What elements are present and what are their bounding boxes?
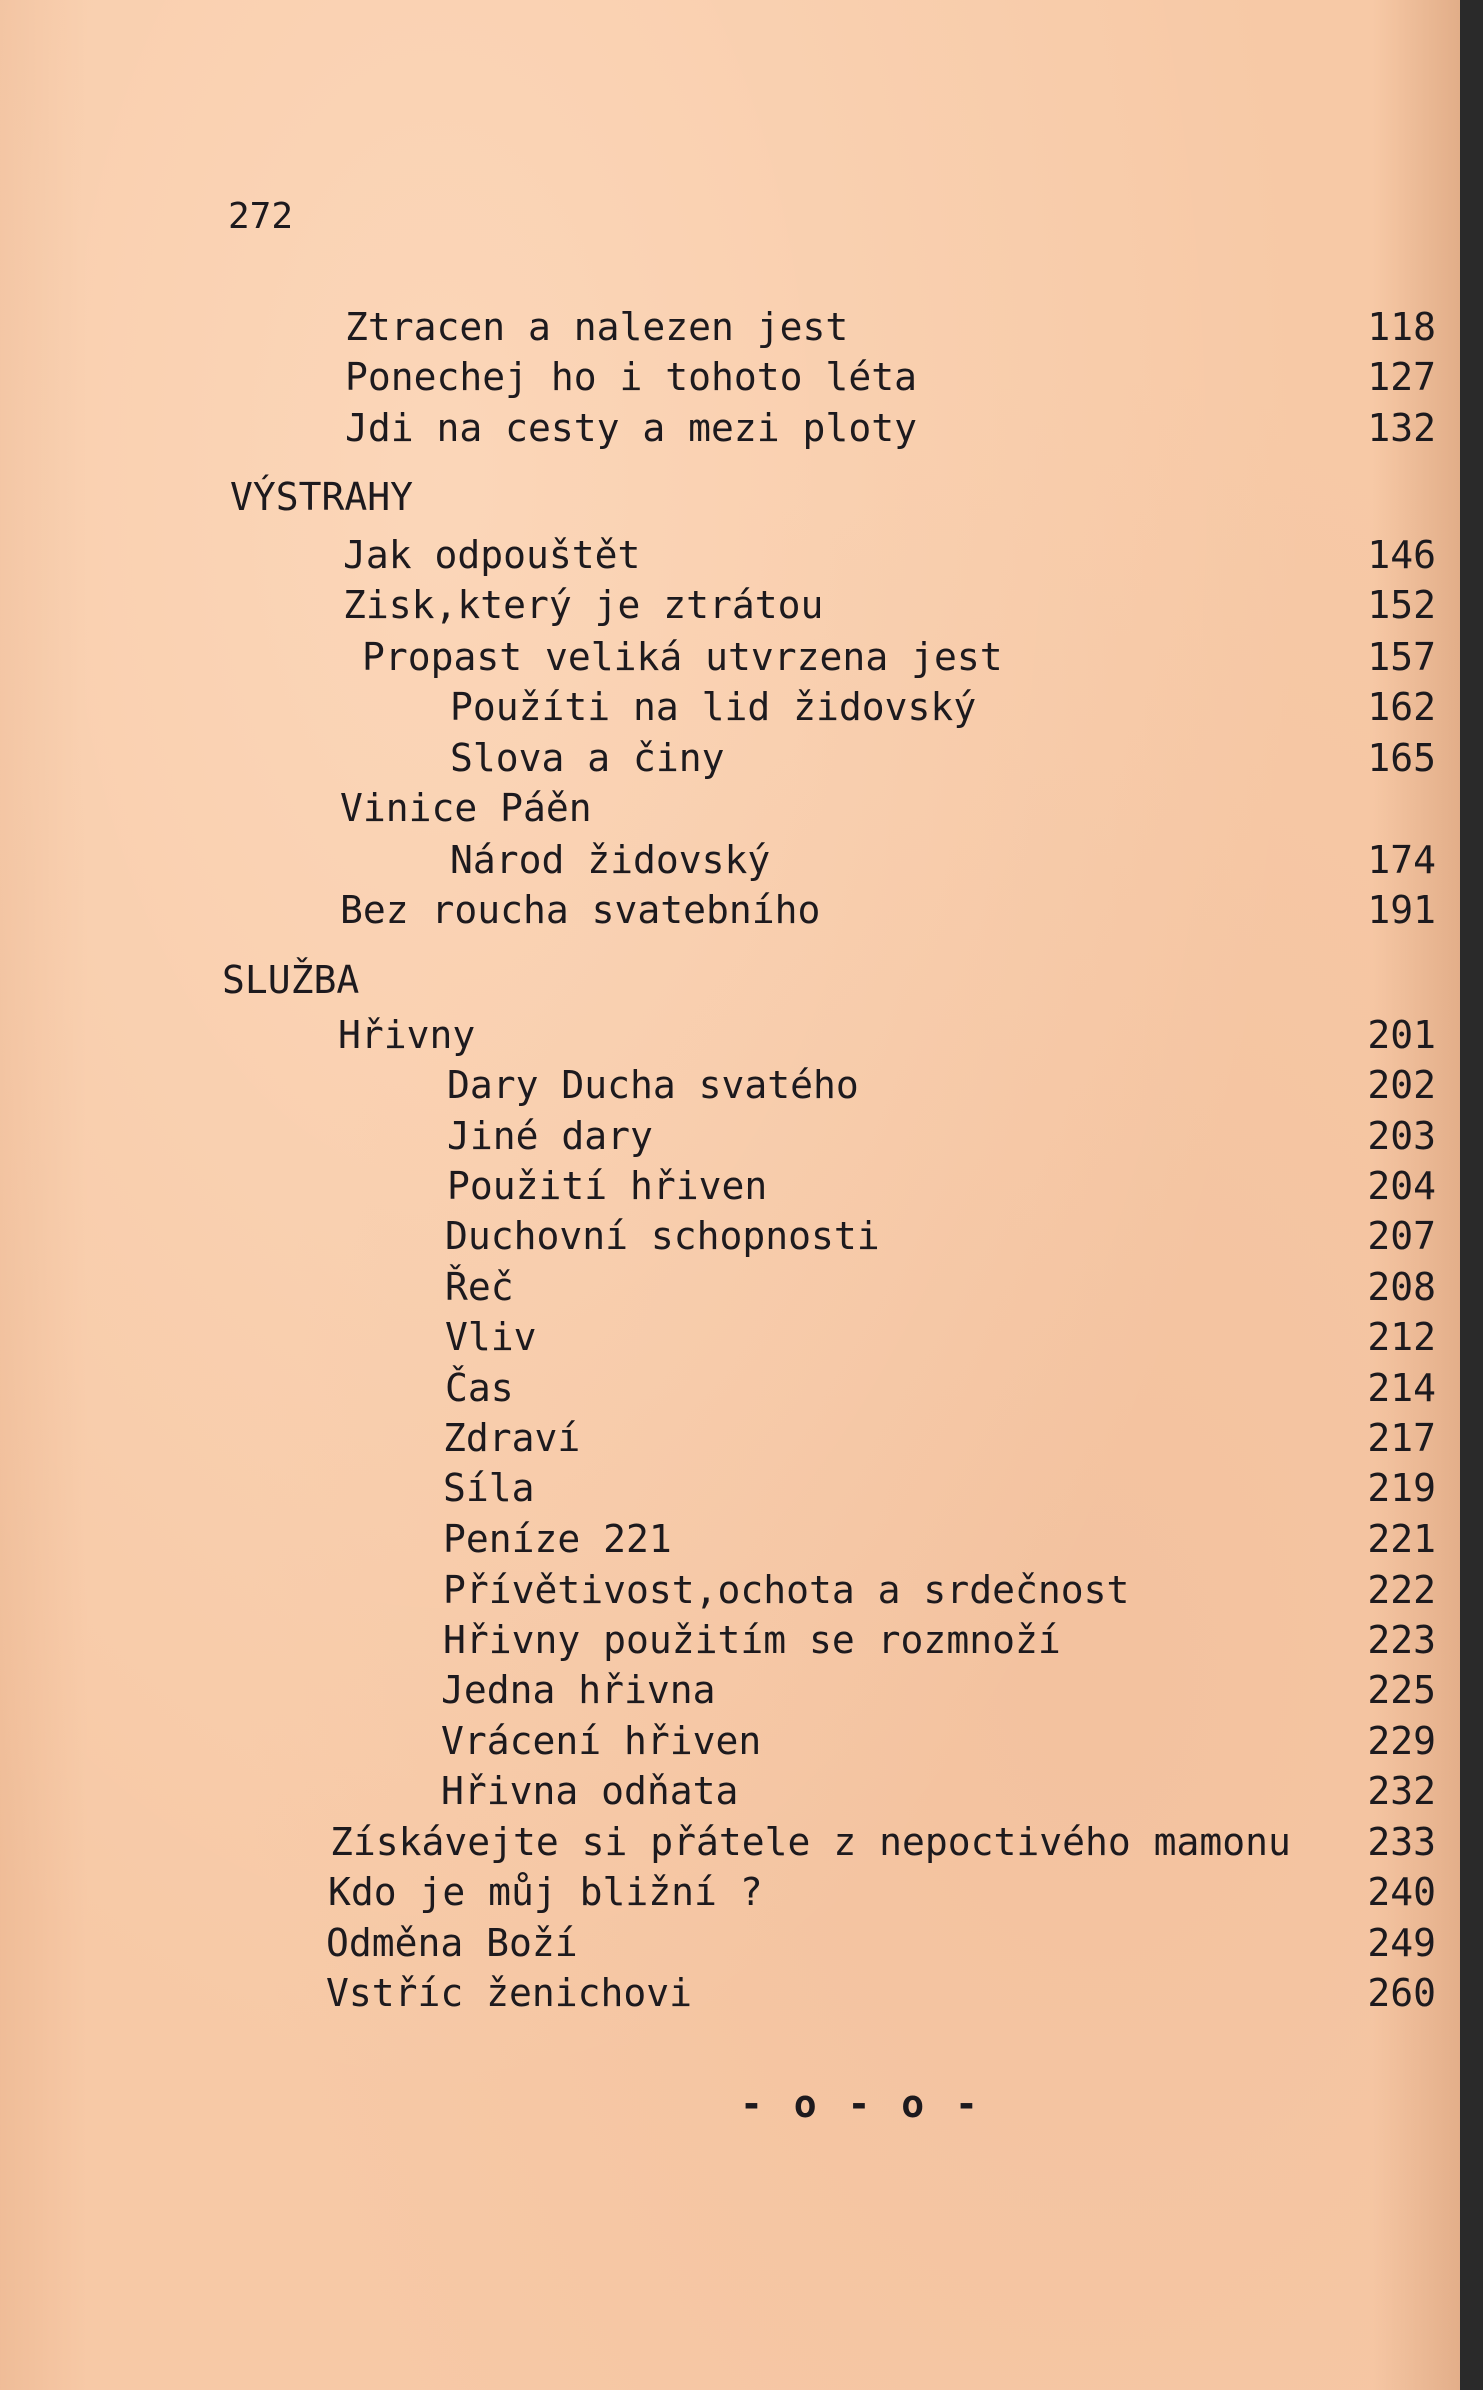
toc-entry (0, 1817, 1460, 1867)
toc-entry (0, 632, 1460, 682)
page-number: 272 (228, 196, 294, 237)
toc-entry-title: Vliv (445, 1315, 537, 1359)
toc-entry-page: 222 (1367, 1568, 1436, 1612)
toc-entry-title: Řeč (445, 1265, 514, 1309)
toc-entry-page: 132 (1367, 406, 1436, 450)
toc-entry-page: 201 (1367, 1013, 1436, 1057)
toc-entry-title: Čas (445, 1366, 514, 1410)
toc-entry-page: 225 (1367, 1668, 1436, 1712)
toc-entry-title: Jedna hřivna (441, 1668, 716, 1712)
toc-entry-title: Ztracen a nalezen jest (345, 305, 849, 349)
toc-entry (0, 1918, 1460, 1968)
toc-entry (0, 1665, 1460, 1715)
toc-entry (0, 835, 1460, 885)
toc-entry-title: Vinice Páěn (340, 786, 592, 830)
toc-entry-page: 249 (1367, 1921, 1436, 1965)
toc-entry-title: Síla (443, 1466, 535, 1510)
toc-entry (0, 1211, 1460, 1261)
toc-entry-title: Jak odpouštět (343, 533, 641, 577)
toc-entry (0, 1867, 1460, 1917)
toc-entry (0, 302, 1460, 352)
toc-entry (0, 1968, 1460, 2018)
toc-entry-title: Ponechej ho i tohoto léta (345, 355, 917, 399)
toc-entry-title: Jdi na cesty a mezi ploty (345, 406, 917, 450)
toc-entry-page: 260 (1367, 1971, 1436, 2015)
toc-entry-title: Dary Ducha svatého (447, 1063, 859, 1107)
toc-entry (0, 530, 1460, 580)
toc-entry-title: Použíti na lid židovský (450, 685, 977, 729)
toc-entry (0, 1262, 1460, 1312)
toc-entry (0, 885, 1460, 935)
toc-entry-title: Jiné dary (447, 1114, 653, 1158)
toc-entry (0, 1312, 1460, 1362)
toc-entry (0, 783, 1460, 833)
toc-entry-page: 146 (1367, 533, 1436, 577)
toc-entry-title: Vstříc ženichovi (326, 1971, 693, 2015)
toc-entry (0, 1514, 1460, 1564)
toc-entry-page: 127 (1367, 355, 1436, 399)
toc-entry (0, 1010, 1460, 1060)
toc-entry (0, 1060, 1460, 1110)
toc-entry-title: Přívětivost,ochota a srdečnost (443, 1568, 1130, 1612)
toc-entry-page: 221 (1367, 1517, 1436, 1561)
end-mark: - o - o - (740, 2082, 982, 2126)
toc-entry-title: Duchovní schopnosti (445, 1214, 880, 1258)
toc-entry-page: 223 (1367, 1618, 1436, 1662)
toc-entry-page: 202 (1367, 1063, 1436, 1107)
toc-entry-title: Vrácení hřiven (441, 1719, 762, 1763)
toc-entry-page: 207 (1367, 1214, 1436, 1258)
toc-entry-page: 152 (1367, 583, 1436, 627)
toc-entry-page: 229 (1367, 1719, 1436, 1763)
toc-entry-page: 240 (1367, 1870, 1436, 1914)
section-heading-sluzba: SLUŽBA (222, 958, 360, 1002)
toc-entry (0, 1161, 1460, 1211)
toc-entry-page: 118 (1367, 305, 1436, 349)
toc-entry (0, 1463, 1460, 1513)
toc-entry-title: Zdraví (443, 1416, 581, 1460)
toc-entry-page: 191 (1367, 888, 1436, 932)
toc-entry-title: Slova a činy (450, 736, 725, 780)
toc-entry (0, 1413, 1460, 1463)
toc-entry (0, 1111, 1460, 1161)
toc-entry-page: 157 (1367, 635, 1436, 679)
toc-entry-page: 203 (1367, 1114, 1436, 1158)
toc-entry-page: 165 (1367, 736, 1436, 780)
toc-entry-page: 162 (1367, 685, 1436, 729)
toc-entry-title: Zisk,který je ztrátou (343, 583, 824, 627)
toc-entry-title: Peníze 221 (443, 1517, 672, 1561)
toc-entry-title: Hřivny použitím se rozmnoží (443, 1618, 1061, 1662)
toc-entry-title: Hřivny (338, 1013, 476, 1057)
toc-entry-title: Kdo je můj bližní ? (328, 1870, 763, 1914)
toc-entry-title: Hřivna odňata (441, 1769, 739, 1813)
toc-entry-page: 212 (1367, 1315, 1436, 1359)
toc-entry-page: 208 (1367, 1265, 1436, 1309)
toc-entry (0, 682, 1460, 732)
toc-entry-page: 219 (1367, 1466, 1436, 1510)
toc-entry-page: 204 (1367, 1164, 1436, 1208)
toc-entry-page: 232 (1367, 1769, 1436, 1813)
toc-entry (0, 733, 1460, 783)
section-heading-vystrahy: VÝSTRAHY (230, 475, 414, 519)
toc-entry-title: Použití hřiven (447, 1164, 768, 1208)
toc-entry (0, 1363, 1460, 1413)
toc-entry (0, 580, 1460, 630)
toc-entry (0, 1716, 1460, 1766)
toc-entry-page: 233 (1367, 1820, 1436, 1864)
toc-entry (0, 352, 1460, 402)
toc-entry-title: Propast veliká utvrzena jest (362, 635, 1003, 679)
toc-entry-page: 214 (1367, 1366, 1436, 1410)
toc-entry (0, 403, 1460, 453)
toc-entry-page: 217 (1367, 1416, 1436, 1460)
toc-entry-title: Odměna Boží (326, 1921, 578, 1965)
toc-entry (0, 1615, 1460, 1665)
toc-entry-title: Národ židovský (450, 838, 771, 882)
toc-entry-page: 174 (1367, 838, 1436, 882)
toc-entry (0, 1766, 1460, 1816)
toc-entry (0, 1565, 1460, 1615)
toc-entry-title: Bez roucha svatebního (340, 888, 821, 932)
toc-entry-title: Získávejte si přátele z nepoctivého mamonu (330, 1820, 1291, 1864)
